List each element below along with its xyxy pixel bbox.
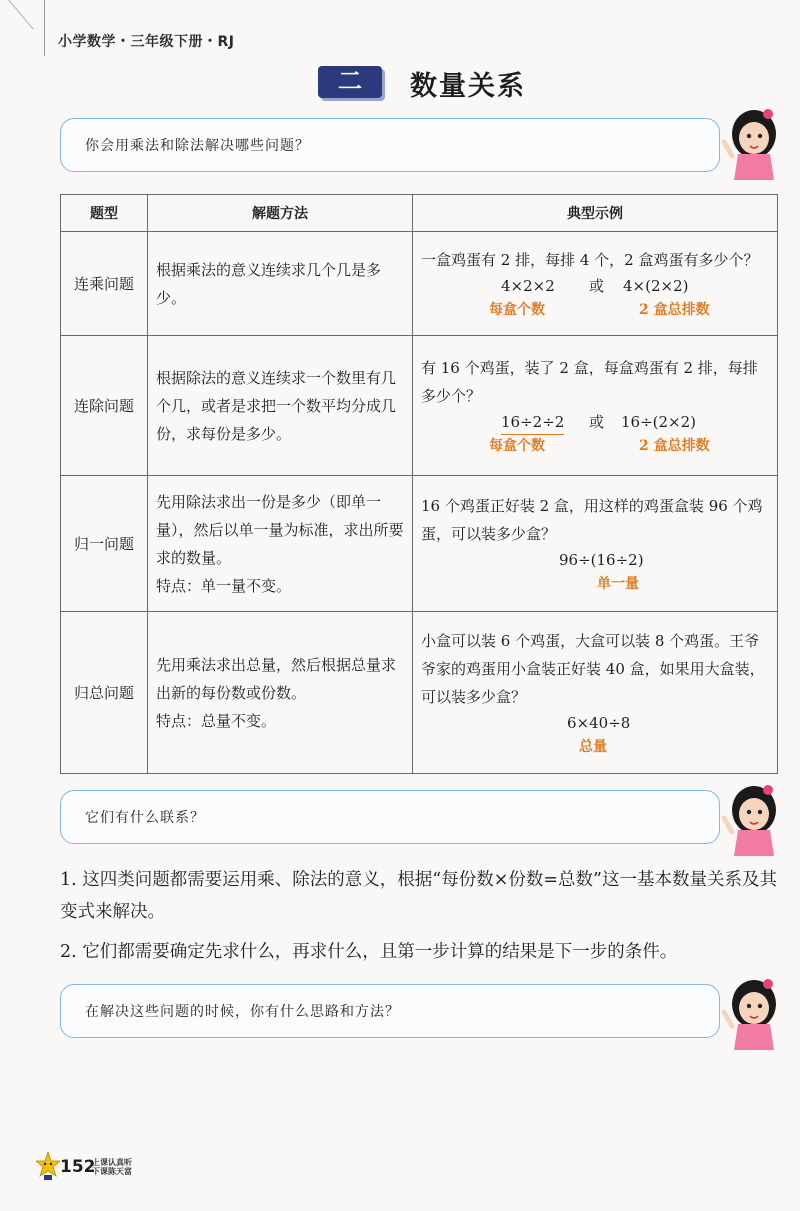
row-type: 连乘问题 (61, 232, 148, 336)
corner-mark (7, 0, 33, 30)
question-bubble-2 (60, 790, 720, 844)
section-number-badge: 二 (318, 66, 382, 98)
header-method: 解题方法 (148, 195, 413, 232)
question-text-3: 在解决这些问题的时候，你有什么思路和方法？ (85, 1004, 400, 1020)
row-type: 连除问题 (61, 336, 148, 476)
question-text-2: 它们有什么联系？ (85, 810, 205, 826)
row-example (413, 476, 778, 612)
equation-row (421, 274, 769, 298)
question-bubble-3 (60, 984, 720, 1038)
row-method (148, 612, 413, 774)
row-example (413, 612, 778, 774)
header-type: 题型 (61, 195, 148, 232)
header-example: 典型示例 (413, 195, 778, 232)
page-number: 152 (60, 1157, 96, 1177)
equation-1: 16÷2÷2 (501, 410, 564, 435)
motto-line-2: 下课陈天富 (92, 1167, 132, 1176)
or-word: 或 (589, 412, 605, 431)
annotation-2: 2 盒总排数 (639, 301, 710, 318)
example-text: 16 个鸡蛋正好装 2 盒，用这样的鸡蛋盒装 96 个鸡蛋，可以装多少盒？ (421, 496, 763, 543)
annotation-1: 总量 (579, 738, 607, 755)
method-feature: 特点：单一量不变。 (156, 576, 292, 595)
label-row (421, 572, 769, 596)
point-2: 2. 它们都需要确定先求什么，再求什么，且第一步计算的结果是下一步的条件。 (60, 942, 678, 962)
question-bubble-1 (60, 118, 720, 172)
equation-1: 96÷(16÷2) (559, 550, 644, 569)
equation-row (421, 711, 769, 735)
section-title: 数量关系 (410, 71, 526, 102)
row-method: 根据除法的意义连续求一个数里有几个几，或者是求把一个数平均分成几份，求每份是多少。 (148, 336, 413, 476)
equation-row (421, 410, 769, 434)
or-word: 或 (589, 276, 605, 295)
label-row (421, 434, 769, 458)
star-mascot-icon (36, 1151, 60, 1181)
girl-mascot-icon (716, 974, 786, 1052)
example-text: 小盒可以装 6 个鸡蛋，大盒可以装 8 个鸡蛋。王爷爷家的鸡蛋用小盒装正好装 40 盒，如果用大盒装，可以装多少盒？ (421, 631, 765, 706)
row-type: 归一问题 (61, 476, 148, 612)
relation-table (60, 194, 778, 774)
book-header: 小学数学・三年级下册・RJ (58, 34, 235, 50)
equation-1: 6×40÷8 (567, 713, 631, 732)
equation-2: 16÷(2×2) (621, 412, 697, 431)
equation-row (421, 548, 769, 572)
annotation-1: 每盒个数 (489, 301, 545, 318)
row-example (413, 336, 778, 476)
margin-line (44, 0, 45, 56)
motto-line-1: 上课认真听 (92, 1158, 132, 1167)
table-header-row (61, 195, 778, 232)
example-text: 一盒鸡蛋有 2 排，每排 4 个，2 盒鸡蛋有多少个？ (421, 250, 759, 269)
table-row (61, 336, 778, 476)
point-1: 1. 这四类问题都需要运用乘、除法的意义，根据“每份数×份数=总数”这一基本数量关系及其变式来解决。 (60, 870, 777, 922)
row-example (413, 232, 778, 336)
table-row (61, 612, 778, 774)
equation-2: 4×(2×2) (623, 276, 689, 295)
label-row (421, 735, 769, 759)
row-method (148, 476, 413, 612)
example-text: 有 16 个鸡蛋，装了 2 盒，每盒鸡蛋有 2 排，每排多少个？ (421, 358, 758, 405)
row-method: 根据乘法的意义连续求几个几是多少。 (148, 232, 413, 336)
question-text-1: 你会用乘法和除法解决哪些问题？ (85, 138, 310, 154)
row-type: 归总问题 (61, 612, 148, 774)
annotation-1: 每盒个数 (489, 437, 545, 454)
girl-mascot-icon (716, 780, 786, 858)
table-row (61, 476, 778, 612)
label-row (421, 298, 769, 322)
table-row (61, 232, 778, 336)
annotation-1: 单一量 (597, 575, 639, 592)
method-feature: 特点：总量不变。 (156, 711, 277, 730)
equation-1: 4×2×2 (501, 276, 555, 295)
footer-motto (92, 1158, 132, 1176)
method-text: 先用乘法求出总量，然后根据总量求出新的每份数或份数。 (156, 655, 397, 702)
method-text: 先用除法求出一份是多少（即单一量），然后以单一量为标准，求出所要求的数量。 (156, 492, 404, 567)
annotation-2: 2 盒总排数 (639, 437, 710, 454)
girl-mascot-icon (716, 104, 786, 182)
